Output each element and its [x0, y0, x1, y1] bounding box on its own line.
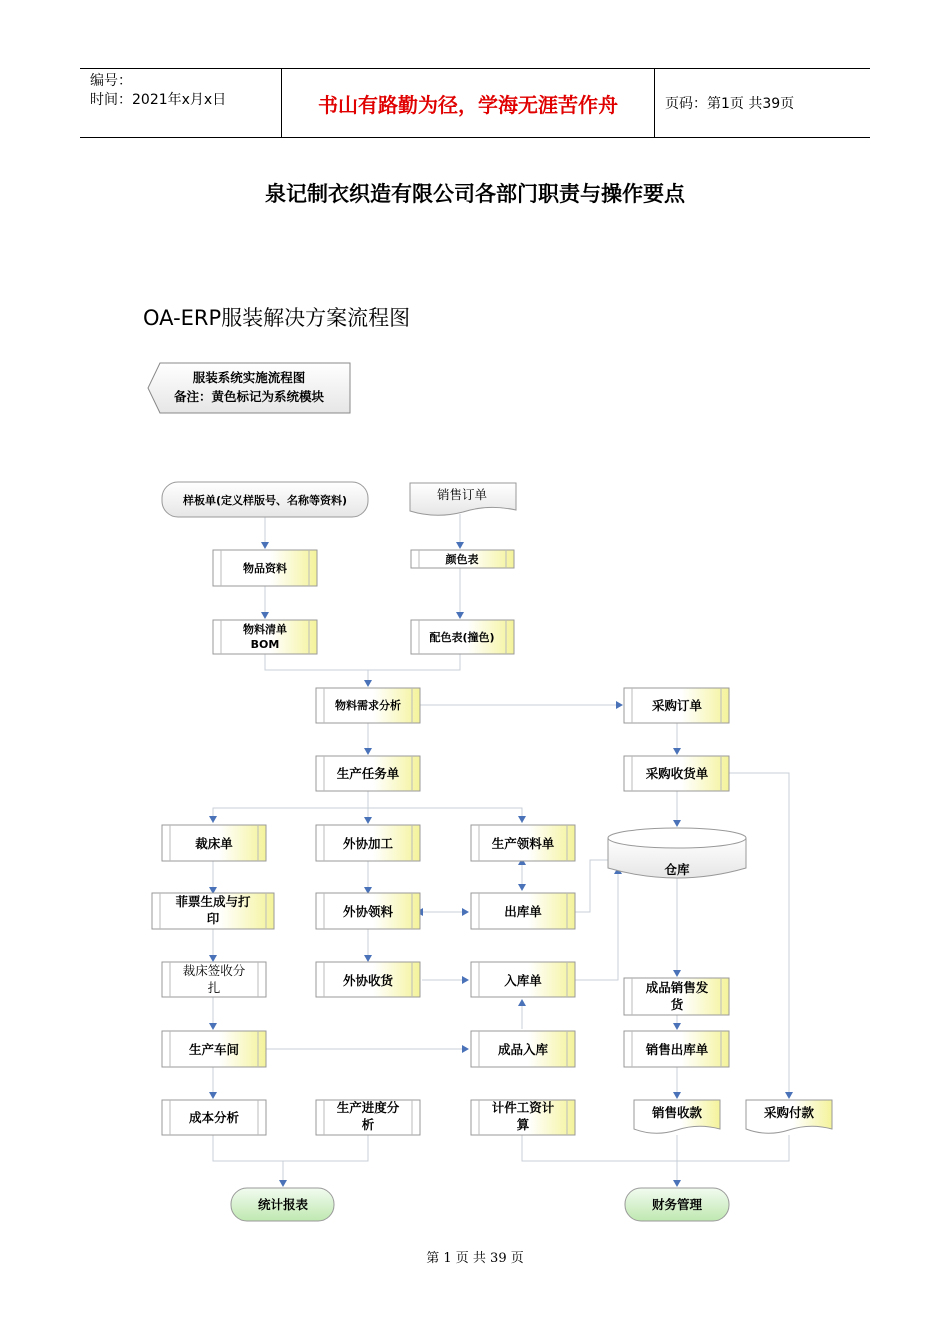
svg-text:外协收货: 外协收货	[342, 973, 394, 988]
node-sales-out	[624, 1031, 729, 1067]
node-sample	[162, 482, 368, 517]
svg-text:印: 印	[206, 911, 220, 926]
node-outsource	[316, 825, 420, 861]
node-piece-wage	[471, 1100, 575, 1135]
page-footer: 第 1 页 共 39 页	[426, 1251, 524, 1266]
node-color-table	[411, 550, 514, 568]
svg-text:销售收款: 销售收款	[651, 1105, 703, 1120]
node-ticket-print	[152, 893, 274, 929]
svg-text:外协领料: 外协领料	[342, 904, 394, 919]
svg-text:成品入库: 成品入库	[497, 1042, 549, 1057]
svg-text:货: 货	[670, 997, 684, 1012]
svg-text:生产任务单: 生产任务单	[336, 766, 400, 781]
svg-text:采购订单: 采购订单	[651, 698, 703, 713]
node-cutting	[162, 825, 266, 861]
node-mrp	[316, 688, 420, 723]
node-outsource-receive	[316, 962, 420, 997]
svg-text:成本分析: 成本分析	[188, 1110, 240, 1125]
svg-text:仓库: 仓库	[664, 862, 690, 877]
svg-text:入库单: 入库单	[504, 973, 542, 988]
svg-text:统计报表: 统计报表	[257, 1197, 309, 1212]
node-outsource-pick	[316, 893, 420, 929]
node-cost	[162, 1100, 266, 1135]
node-item-data	[213, 550, 317, 586]
document-title: 泉记制衣织造有限公司各部门职责与操作要点	[265, 182, 685, 206]
svg-text:成品销售发: 成品销售发	[645, 980, 709, 995]
svg-text:销售订单: 销售订单	[436, 487, 488, 502]
svg-text:外协加工: 外协加工	[342, 836, 394, 851]
node-workshop	[162, 1031, 266, 1067]
node-purchase-order	[624, 688, 729, 723]
note-line-2: 备注：黄色标记为系统模块	[173, 389, 325, 404]
svg-text:计件工资计: 计件工资计	[491, 1100, 555, 1115]
svg-text:BOM: BOM	[250, 638, 280, 651]
node-stat-report	[231, 1188, 334, 1221]
node-warehouse	[608, 828, 746, 878]
svg-text:生产车间: 生产车间	[188, 1042, 240, 1057]
node-issue	[471, 893, 575, 929]
svg-text:采购付款: 采购付款	[763, 1105, 815, 1120]
svg-text:生产领料单: 生产领料单	[491, 836, 555, 851]
svg-text:菲票生成与打: 菲票生成与打	[175, 894, 251, 909]
svg-text:颜色表: 颜色表	[445, 553, 479, 566]
flowchart-note	[148, 363, 350, 413]
note-line-1: 服装系统实施流程图	[192, 370, 306, 385]
header-page-info: 页码：第1页 共39页	[665, 96, 795, 112]
svg-text:扎: 扎	[207, 980, 221, 995]
svg-text:物料需求分析: 物料需求分析	[335, 699, 401, 712]
node-fg-shipping	[624, 978, 729, 1015]
node-purchase-payment	[746, 1100, 832, 1133]
section-title: OA-ERP服装解决方案流程图	[143, 306, 411, 330]
svg-text:算: 算	[516, 1117, 530, 1132]
node-color-match	[411, 620, 514, 654]
node-purchase-receipt	[624, 756, 729, 791]
svg-text:裁床签收分: 裁床签收分	[182, 963, 246, 978]
node-production-task	[316, 756, 420, 791]
svg-text:生产进度分: 生产进度分	[336, 1100, 400, 1115]
node-progress	[316, 1100, 420, 1135]
svg-text:样板单(定义样版号、名称等资料): 样板单(定义样版号、名称等资料)	[182, 494, 348, 507]
svg-text:出库单: 出库单	[504, 904, 542, 919]
svg-text:采购收货单: 采购收货单	[645, 766, 709, 781]
number-label: 编号：	[90, 73, 132, 89]
node-bom	[213, 620, 317, 654]
svg-text:物品资料: 物品资料	[243, 562, 287, 575]
svg-text:销售出库单: 销售出库单	[645, 1042, 709, 1057]
svg-text:配色表(撞色): 配色表(撞色)	[429, 631, 495, 644]
svg-text:析: 析	[361, 1117, 375, 1132]
svg-text:财务管理: 财务管理	[651, 1197, 703, 1212]
node-production-pick	[471, 825, 575, 861]
header-motto: 书山有路勤为径，学海无涯苦作舟	[282, 69, 655, 137]
svg-text:裁床单: 裁床单	[195, 836, 233, 851]
time-label: 时间：2021年x月x日	[90, 92, 227, 108]
node-finance	[625, 1188, 729, 1221]
node-fg-in	[471, 1031, 575, 1067]
node-cutting-sign	[162, 962, 266, 997]
node-stock-in	[471, 962, 575, 997]
node-sales-collection	[634, 1100, 720, 1133]
node-sales-order	[410, 483, 516, 515]
svg-text:物料清单: 物料清单	[243, 623, 287, 636]
